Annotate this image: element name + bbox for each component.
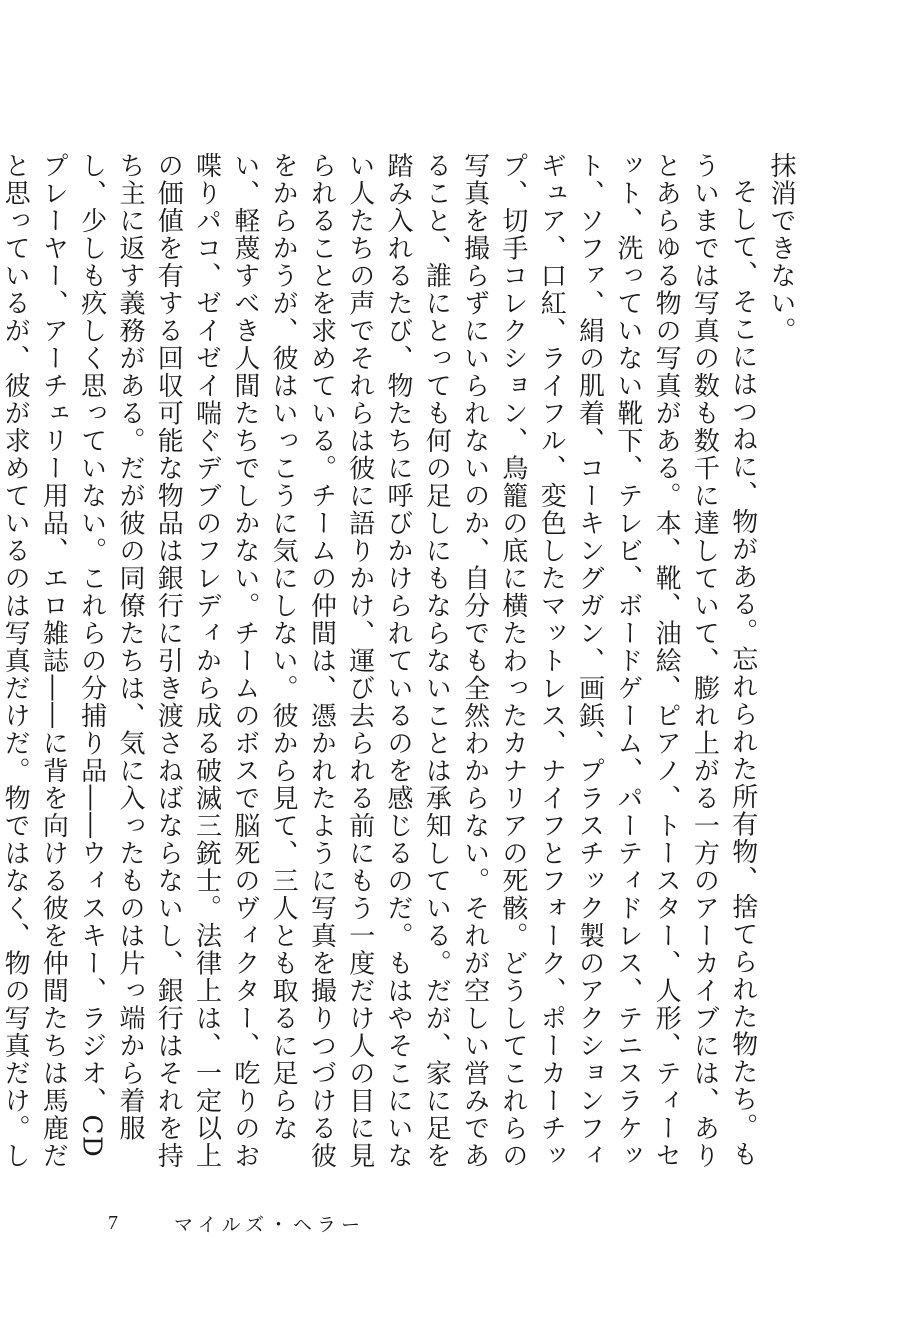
vertical-text-body [0,152,800,1172]
page-number: 7 [108,1212,118,1234]
paragraph-2-text: そして、そこにはつねに、物がある。忘れられた所有物、捨てられた物たち。もういまでは写真の数も数千に達していて、膨れ上がる一方のアーカイブには、ありとあらゆる物の写真がある。本、靴、油絵、ピアノ、トースター、人形、ティーセット、洗っていない靴下、テレビ、ボードゲーム、パーティドレス、テニスラケット、ソファ、絹の肌着、コーキングガン、画鋲、プラスチック製のアクションフィギュア、口紅、ライフル、変色したマットレス、ナイフとフォーク、ポーカーチップ、切手コレクション、鳥籠の底に横たわったカナリアの死骸。どうしてこれらの写真を撮らずにいられないのか、自分でも全然わからない。それが空しい営みであること、誰にとっても何の足しにもならないことは承知している。だが、家に足を踏み入れるたび、物たちに呼びかけられているのを感じるのだ。もはやそこにいない人たちの声でそれらは彼に語りかけ、運び去られる前にもう一度だけ人の目に見られることを求めている。チームの仲間は、憑かれたように写真を撮りつづける彼をからかうが、彼はいっこうに気にしない。彼から見て、三人とも取るに足らない、軽蔑すべき人間たちでしかない。チームのボスで脳死のヴィクター、吃りのお喋りパコ、ゼイゼイ喘ぐデブのフレディから成る破滅三銃士。法律上は、一定以上の価値を有する回収可能な物品は銀行に引き渡さねばならないし、銀行はそれを持ち主に返す義務がある。だが彼の同僚たちは、気に入ったものは片っ端から着服し、少しも疚しく思っていない。これらの分捕り品――ウィスキー、ラジオ、CDプレーヤー、アーチェリー用品、エロ雑誌――に背を向ける彼を仲間たちは馬鹿だと思っているが、彼が求めているのは写真だけだ。物ではなく、物の写真だけ。し [0,152,758,1170]
paragraph-1 [762,152,800,1172]
running-title: マイルズ・ヘラー [174,1214,366,1236]
paragraph-1-text: 抹消できない。 [766,152,796,345]
paragraph-2 [0,152,762,1172]
